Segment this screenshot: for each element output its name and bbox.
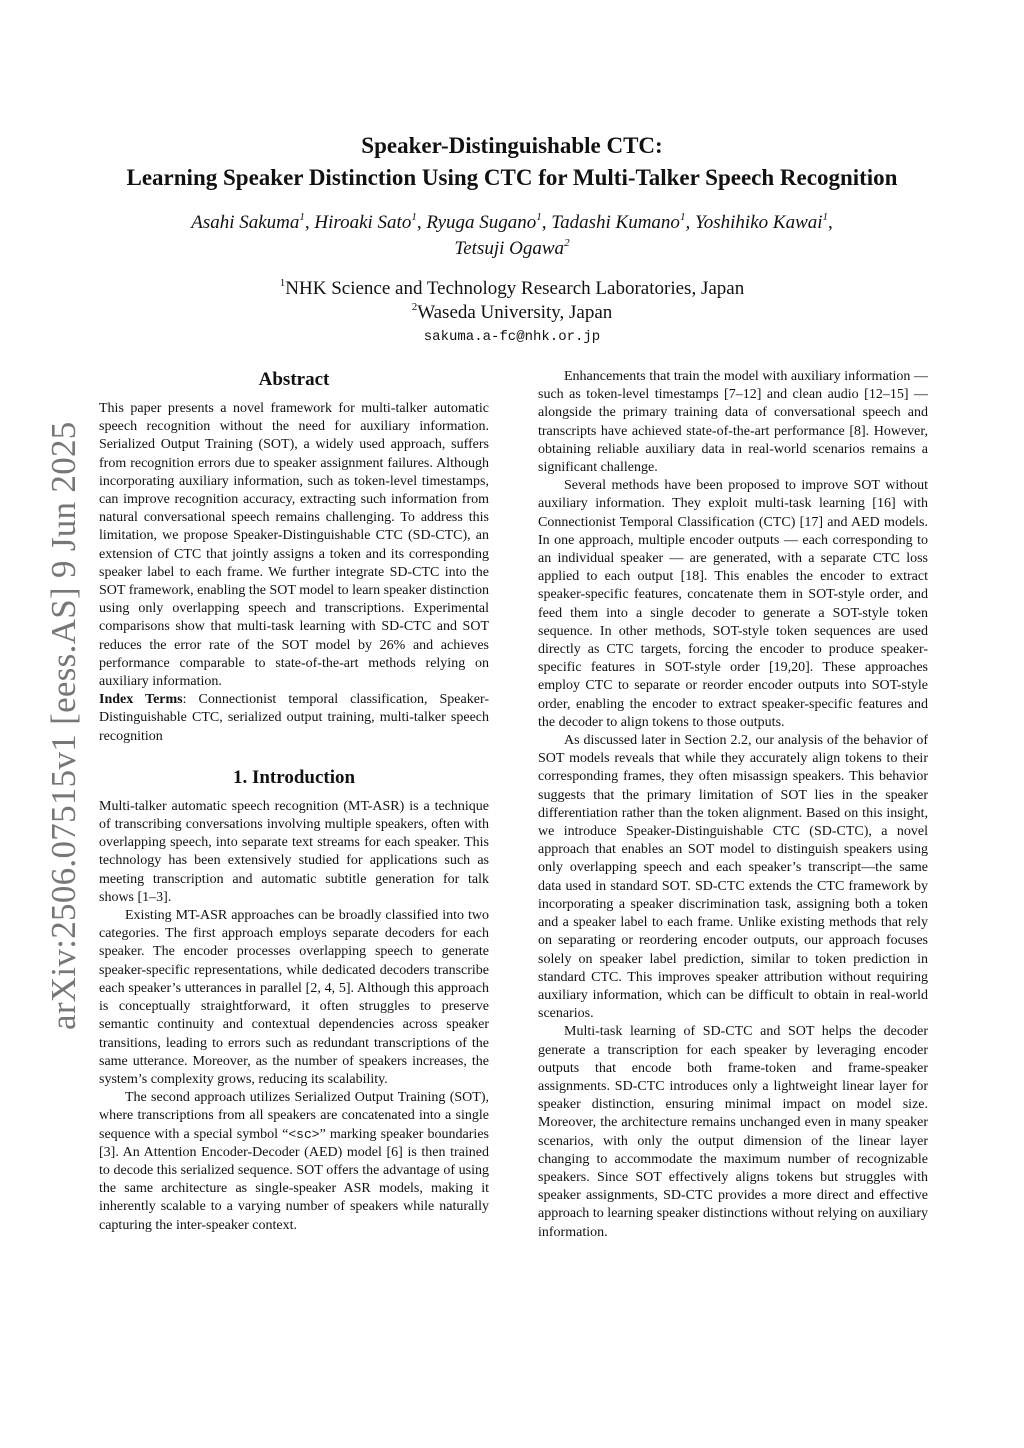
intro-paragraph-3-part-a: The second approach utilizes Serialized Output Training (SOT), where transcriptions from all speakers are concatenated into a single sequence with a special symbol “ — [99, 1090, 489, 1142]
author-affil-mark: 1 — [299, 210, 305, 223]
author-affil-mark: 1 — [679, 210, 686, 223]
affiliation-text: Waseda University, Japan — [417, 302, 613, 323]
affiliation-block — [0, 277, 1024, 349]
introduction-heading: 1. Introduction — [232, 766, 356, 788]
speaker-change-symbol: <sc> — [288, 1126, 320, 1142]
index-terms — [99, 691, 489, 746]
arxiv-side-stamp: arXiv:2506.07515v1 [eess.AS] 9 Jun 2025 — [44, 421, 83, 1030]
author-name: , Ryuga Sugano — [416, 212, 537, 233]
right-paragraph-3: As discussed later in Section 2.2, our analysis of the behavior of SOT models reveals that while they accurately align tokens to their corresponding frames, they often misassign speakers. This behavior suggests that the primary limitation of SOT lies in the speaker differentiation rather than the token alignment. Based on this insight, we introduce Speaker-Distinguishable CTC (SD-CTC), a novel approach that enables an SOT model to distinguish speakers using only overlapping speech and each speaker’s transcript—the same data used in standard SOT. SD-CTC extends the CTC framework by incorporating a speaker discrimination task, assigning both a token and a speaker label to each frame. Unlike existing methods that rely on separating or reordering encoder outputs, our approach focuses solely on speaker label prediction, similar to token prediction in standard CTC. This improves speaker attribution without requiring auxiliary information, which can be difficult to obtain in real-world scenarios. — [538, 733, 928, 1022]
abstract-heading: Abstract — [258, 369, 330, 390]
index-terms-label: Index Terms — [99, 692, 183, 708]
left-column — [99, 368, 489, 1235]
right-paragraph-1: Enhancements that train the model with auxiliary information — such as token-level timestamps [7–12] and clean audio [12–15] — alongside the primary training data of conversational speech and transcripts have achieved state-of-the-art performance [8]. However, obtaining reliable auxiliary data in real-world scenarios remains a significant challenge. — [538, 369, 928, 476]
affiliation-2 — [0, 301, 1024, 325]
index-terms-text: : Connectionist temporal classification, Speaker-Distinguishable CTC, serialized output training, multi-talker speech recognition — [99, 692, 489, 744]
affil-mark: 1 — [279, 276, 286, 289]
author-list — [0, 210, 1024, 262]
paper-title — [0, 130, 1024, 194]
author-affil-mark: 2 — [564, 236, 570, 249]
intro-paragraph-1: Multi-talker automatic speech recognition (MT-ASR) is a technique of transcribing conversations involving multiple speakers, often with overlapping speech, into separate text streams for each speaker. This technology has been extensively studied for applications such as meeting transcription and automatic subtitle generation for talk shows [1–3]. — [99, 798, 489, 905]
author-affil-mark: 1 — [822, 210, 829, 223]
intro-paragraph-2: Existing MT-ASR approaches can be broadly classified into two categories. The first approach employs separate decoders for each speaker. The encoder processes overlapping speech to generate speaker-specific representations, while dedicated decoders transcribe each speaker’s utterances in parallel [2, 4, 5]. Although this approach is conceptually straightforward, it often struggles to preserve semantic continuity and contextual dependencies across speaker transitions, leading to errors such as redundant transcriptions of the same utterance. Moreover, as the number of speakers increases, the system’s complexity grows, reducing its scalability. — [99, 908, 489, 1087]
author-line-1 — [0, 210, 1024, 236]
title-line-1: Speaker-Distinguishable CTC: — [361, 133, 663, 158]
author-name: Asahi Sakuma — [191, 212, 300, 233]
affiliation-text: NHK Science and Technology Research Laboratories, Japan — [285, 278, 745, 299]
right-paragraph-4: Multi-task learning of SD-CTC and SOT helps the decoder generate a transcription for each speaker by leveraging encoder outputs that encode both frame-token and frame-speaker assignments. SD-CTC introduces only a lightweight linear layer for speaker distinction, ensuring minimal impact on model size. Moreover, the architecture remains unchanged even in many speaker scenarios, with only the output dimension of the linear layer changing to accommodate the maximum number of recognizable speakers. Since SOT effectively aligns tokens but struggles with speaker assignments, SD-CTC provides a more direct and effective approach to learning speaker distinctions without relying on auxiliary information. — [538, 1024, 928, 1240]
affiliation-1 — [0, 277, 1024, 301]
author-name: Tetsuji Ogawa — [454, 238, 565, 259]
right-column — [538, 368, 928, 1242]
affil-mark: 2 — [411, 300, 418, 313]
title-line-2: Learning Speaker Distinction Using CTC for Multi-Talker Speech Recognition — [126, 165, 898, 190]
author-name: , Yoshihiko Kawai — [685, 212, 823, 233]
contact-email: sakuma.a-fc@nhk.or.jp — [423, 329, 601, 345]
right-paragraph-2: Several methods have been proposed to improve SOT without auxiliary information. They exploit multi-task learning [16] with Connectionist Temporal Classification (CTC) [17] and AED models. In one approach, multiple encoder outputs — each corresponding to an individual speaker — are generated, with a separate CTC loss applied to each output [18]. This enables the encoder to extract speaker-specific features, concatenate them in SOT-style order, and feed them into a single decoder to generate a SOT-style token sequence. In other methods, SOT-style token sequences are used directly as CTC targets, forcing the encoder to produce speaker-specific features in SOT-style order [19,20]. These approaches employ CTC to separate or reorder encoder outputs into SOT-style order, enabling the encoder to extract speaker-specific features and the decoder to align tokens to those outputs. — [538, 478, 928, 730]
author-separator: , — [828, 212, 833, 233]
author-affil-mark: 1 — [411, 210, 417, 223]
intro-paragraph-3-part-b: ” marking speaker boundaries [3]. An Attention Encoder-Decoder (AED) model [6] is then trained to decode this serialized sequence. SOT offers the advantage of using the same architecture as single-speaker ASR models, making it inherently scalable to a varying number of speakers while naturally capturing the inter-speaker context. — [99, 1126, 489, 1233]
author-affil-mark: 1 — [536, 210, 542, 223]
author-line-2 — [0, 236, 1024, 262]
author-name: , Hiroaki Sato — [304, 212, 412, 233]
abstract-text: This paper presents a novel framework for multi-talker automatic speech recognition without the need for auxiliary information. Serialized Output Training (SOT), a widely used approach, suffers from recognition errors due to speaker assignment failures. Although incorporating auxiliary information, such as token-level timestamps, can improve recognition accuracy, extracting such information from natural conversational speech remains challenging. To address this limitation, we propose Speaker-Distinguishable CTC (SD-CTC), an extension of CTC that jointly assigns a token and its corresponding speaker label to each frame. We further integrate SD-CTC into the SOT framework, enabling the SOT model to learn speaker distinction using only overlapping speech and transcriptions. Experimental comparisons show that multi-task learning with SD-CTC and SOT reduces the error rate of the SOT model by 26% and achieves performance comparable to state-of-the-art methods relying on auxiliary information. — [99, 401, 489, 690]
author-name: , Tadashi Kumano — [541, 212, 680, 233]
intro-paragraph-3 — [99, 1089, 489, 1235]
